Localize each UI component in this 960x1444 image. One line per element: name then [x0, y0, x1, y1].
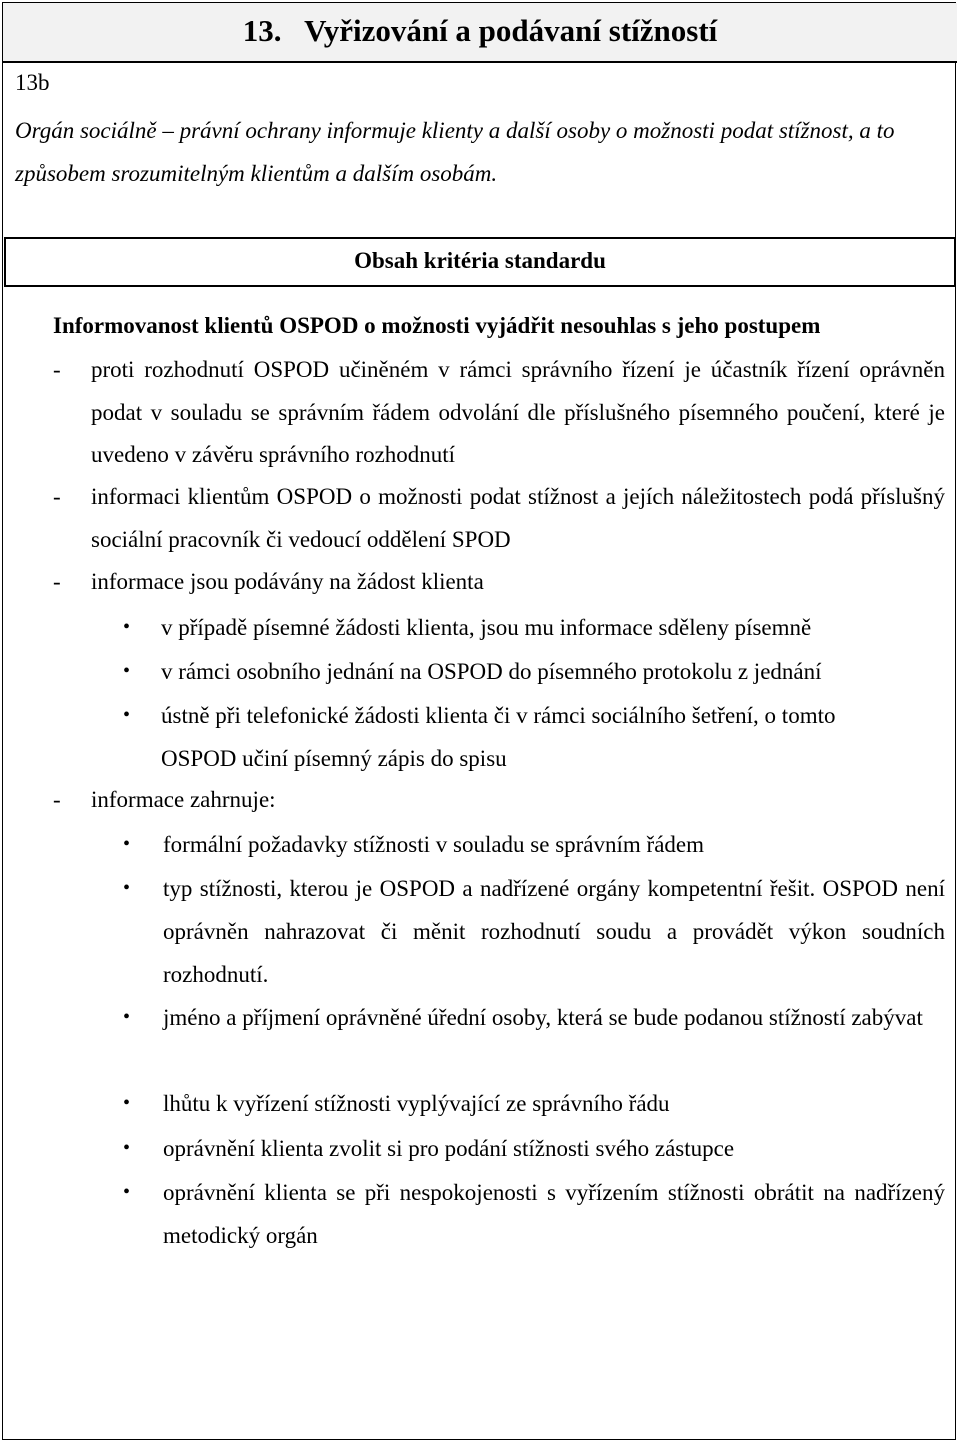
dash-item [53, 561, 945, 604]
dash-item [53, 779, 945, 822]
chapter-title: 13. Vyřizování a podávaní stížností [242, 13, 718, 48]
bullet-item-text: ústně při telefonické žádosti klienta či v rámci sociálního šetření, o tomto OSPOD učiní písemný zápis do spisu [161, 703, 836, 771]
dash-item [53, 349, 945, 477]
dash-marker: - [53, 357, 61, 382]
bullet-item [123, 1082, 945, 1125]
bullet-item [123, 1127, 945, 1170]
bullet-item [123, 1171, 945, 1257]
document-page [2, 2, 956, 1440]
dash-item-text: informaci klientům OSPOD o možnosti podat stížnost a jejích náležitostech podá příslušný sociální pracovník či vedoucí oddělení SPOD [91, 484, 945, 552]
dash-marker: - [53, 484, 61, 509]
section-title: Obsah kritéria standardu [4, 237, 956, 287]
bullet-marker: • [123, 704, 131, 726]
standard-id: 13b [15, 70, 50, 95]
bullet-item [123, 606, 923, 649]
bullet-marker: • [123, 877, 131, 899]
dash-item-text: informace zahrnuje: [91, 787, 276, 812]
bullet-item-text: v případě písemné žádosti klienta, jsou mu informace sděleny písemně [161, 615, 812, 640]
bullet-item-text: oprávnění klienta se při nespokojenosti s vyřízením stížnosti obrátit na nadřízený metodický orgán [163, 1180, 945, 1248]
standard-text: Orgán sociálně – právní ochrany informuje klienty a další osoby o možnosti podat stížnost, a to způsobem srozumitelným klientům a dalším osobám. [15, 118, 895, 186]
bullet-item-text: typ stížnosti, kterou je OSPOD a nadřízené orgány kompetentní řešit. OSPOD není oprávněn nahrazovat či měnit rozhodnutí soudu a provádět výkon soudních rozhodnutí. [163, 876, 945, 987]
bullet-marker: • [123, 1181, 131, 1203]
bullet-marker: • [123, 616, 131, 638]
bullet-item-text: v rámci osobního jednání na OSPOD do písemného protokolu z jednání [161, 659, 822, 684]
bullet-marker: • [123, 1137, 131, 1159]
dash-marker: - [53, 569, 61, 594]
bullet-item [123, 996, 945, 1039]
bullet-item [123, 867, 945, 996]
dash-item [53, 476, 945, 561]
bullet-marker: • [123, 660, 131, 682]
bullet-item [123, 650, 923, 693]
bullet-marker: • [123, 1092, 131, 1114]
bullet-item [123, 694, 893, 780]
dash-item-text: informace jsou podávány na žádost klienta [91, 569, 484, 594]
bullet-item-text: lhůtu k vyřízení stížnosti vyplývající ze správního řádu [163, 1091, 670, 1116]
chapter-title-bar [3, 3, 957, 63]
bullet-marker: • [123, 1006, 131, 1028]
bullet-item-text: jméno a příjmení oprávněné úřední osoby, která se bude podanou stížností zabývat [163, 1005, 923, 1030]
bullet-item-text: oprávnění klienta zvolit si pro podání stížnosti svého zástupce [163, 1136, 735, 1161]
bullet-item-text: formální požadavky stížnosti v souladu se správním řádem [163, 832, 705, 857]
dash-marker: - [53, 787, 61, 812]
criteria-heading: Informovanost klientů OSPOD o možnosti vyjádřit nesouhlas s jeho postupem [53, 313, 821, 338]
bullet-marker: • [123, 833, 131, 855]
bullet-item [123, 823, 945, 866]
dash-item-text: proti rozhodnutí OSPOD učiněném v rámci správního řízení je účastník řízení oprávněn podat v souladu se správním řádem odvolání dle příslušného písemného poučení, které je uvedeno v závěru správního rozhodnutí [91, 357, 945, 467]
